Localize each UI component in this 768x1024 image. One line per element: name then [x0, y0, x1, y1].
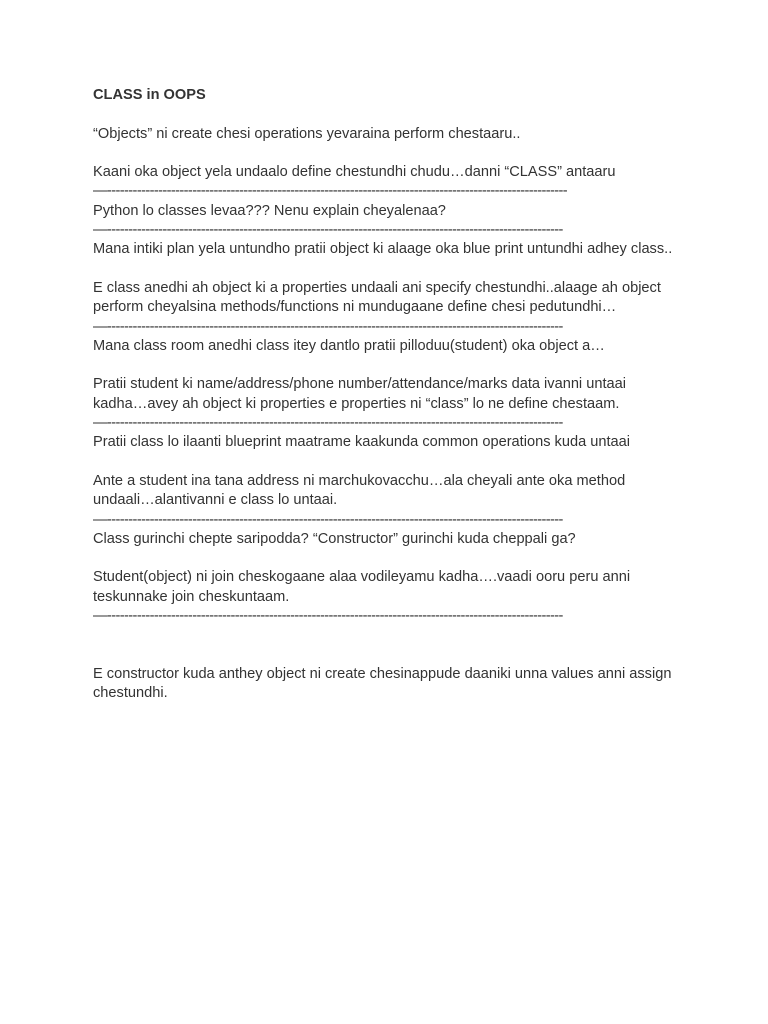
- paragraph-classroom: Mana class room anedhi class itey dantlo pratii pilloduu(student) oka object a…: [93, 337, 605, 354]
- paragraph-method: Ante a student ina tana address ni marchukovacchu…ala cheyali ante oka method undaali…alantivanni e class lo untaai.: [93, 472, 626, 509]
- dashed-divider: —-----------------------------------------------------------------------------------------------------------: [93, 222, 563, 239]
- spacer: [93, 144, 673, 163]
- paragraph-class-definition: Kaani oka object yela undaalo define chestundhi chudu…danni “CLASS” antaaru: [93, 164, 616, 181]
- spacer: [93, 453, 673, 472]
- paragraph-python-question: Python lo classes levaa??? Nenu explain cheyalenaa?: [93, 202, 446, 219]
- paragraph-blueprint: Mana intiki plan yela untundho pratii object ki alaage oka blue print untundhi adhey class..: [93, 241, 673, 258]
- dashed-divider: —------------------------------------------------------------------------------------------------------------: [93, 183, 568, 200]
- paragraph-objects: “Objects” ni create chesi operations yevaraina perform chestaaru..: [93, 125, 521, 142]
- paragraph-join: Student(object) ni join cheskogaane alaa vodileyamu kadha….vaadi ooru peru anni teskunnake join cheskuntaam.: [93, 569, 631, 605]
- spacer: [93, 260, 673, 279]
- paragraph-student-data: Pratii student ki name/address/phone number/attendance/marks data ivanni untaai kadha…avey ah object ki properties e properties ni “class” lo ne define chestaam.: [93, 376, 626, 412]
- spacer: [93, 626, 673, 665]
- dashed-divider: —-----------------------------------------------------------------------------------------------------------: [93, 415, 563, 432]
- document-page: [93, 86, 673, 704]
- paragraph-properties: E class anedhi ah object ki a properties undaali ani specify chestundhi..alaage ah object perform cheyalsina methods/functions ni mundugaane define chesi pedutundhi…: [93, 279, 661, 316]
- document-title: CLASS in OOPS: [93, 87, 206, 103]
- dashed-divider: —-----------------------------------------------------------------------------------------------------------: [93, 511, 563, 528]
- paragraph-constructor: E constructor kuda anthey object ni create chesinappude daaniki unna values anni assign chestundhi.: [93, 665, 672, 702]
- spacer: [93, 105, 673, 124]
- dashed-divider: —-----------------------------------------------------------------------------------------------------------: [93, 608, 563, 625]
- spacer: [93, 549, 673, 568]
- paragraph-common-operations: Pratii class lo ilaanti blueprint maatrame kaakunda common operations kuda untaai: [93, 434, 631, 451]
- paragraph-constructor-question: Class gurinchi chepte saripodda? “Constructor” gurinchi kuda cheppali ga?: [93, 530, 576, 547]
- dashed-divider: —-----------------------------------------------------------------------------------------------------------: [93, 318, 563, 335]
- spacer: [93, 356, 673, 375]
